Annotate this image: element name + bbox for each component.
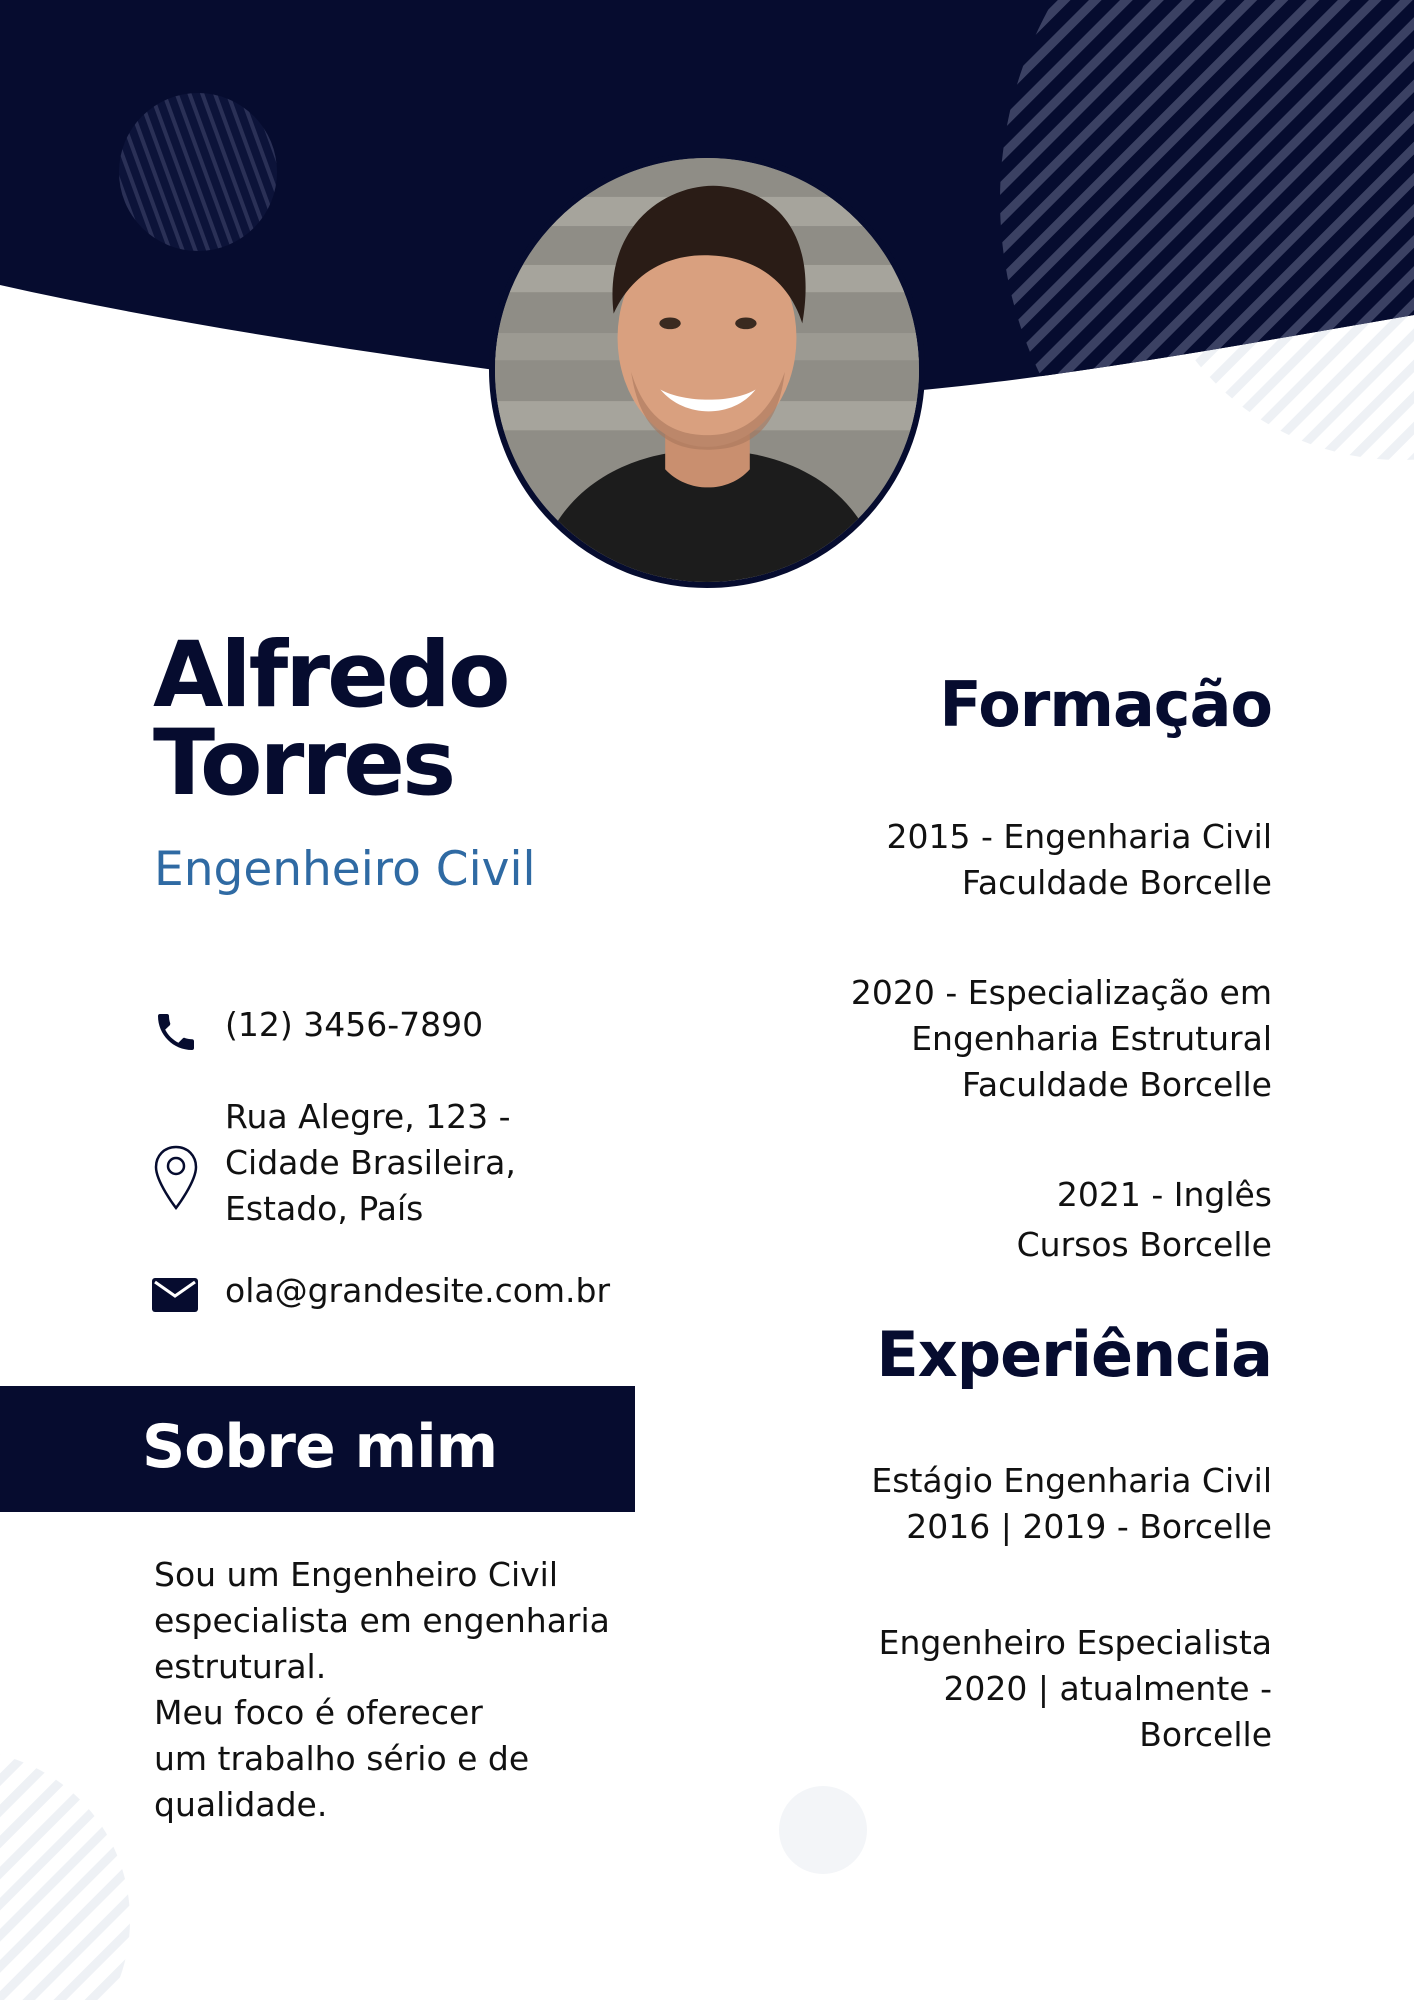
entry-line: Cursos Borcelle (1016, 1225, 1272, 1264)
decor-circle-right-dark (1000, 0, 1414, 600)
experience-entry (712, 1458, 1272, 1550)
about-title: Sobre mim (142, 1412, 498, 1482)
address (225, 1094, 516, 1232)
about-line: um trabalho sério e de (154, 1739, 530, 1778)
about-line: estrutural. (154, 1647, 327, 1686)
experience-title: Experiência (876, 1318, 1272, 1391)
entry-line: 2021 - Inglês (1056, 1175, 1272, 1214)
about-line: Meu foco é oferecer (154, 1693, 483, 1732)
experience-entry (712, 1620, 1272, 1758)
entry-line: 2020 | atualmente - (943, 1669, 1272, 1708)
about-line: especialista em engenharia (154, 1601, 610, 1640)
envelope-icon (152, 1278, 198, 1312)
entry-line: Borcelle (1139, 1715, 1272, 1754)
decor-circle-bottom-mid (779, 1786, 867, 1874)
entry-line: 2016 | 2019 - Borcelle (906, 1507, 1272, 1546)
phone-icon (152, 1008, 200, 1056)
entry-line: 2015 - Engenharia Civil (886, 817, 1272, 856)
decor-circle-small (119, 93, 277, 251)
email-address: ola@grandesite.com.br (225, 1271, 611, 1310)
decor-circle-bottom-left (0, 1750, 130, 2000)
name-line-last: Torres (153, 711, 454, 816)
education-entry (712, 1170, 1272, 1270)
address-line: Rua Alegre, 123 - (225, 1097, 511, 1136)
phone-number: (12) 3456-7890 (225, 1005, 484, 1044)
education-entry (712, 814, 1272, 906)
location-pin-icon (152, 1144, 200, 1212)
name-line-first: Alfredo (153, 623, 508, 728)
entry-line: Engenharia Estrutural (911, 1019, 1272, 1058)
entry-line: 2020 - Especialização em (850, 973, 1272, 1012)
entry-line: Faculdade Borcelle (961, 1065, 1272, 1104)
address-line: Cidade Brasileira, (225, 1143, 516, 1182)
entry-line: Estágio Engenharia Civil (871, 1461, 1272, 1500)
about-text (154, 1552, 634, 1828)
education-entry (712, 970, 1272, 1108)
entry-line: Faculdade Borcelle (961, 863, 1272, 902)
entry-line: Engenheiro Especialista (878, 1623, 1272, 1662)
about-line: Sou um Engenheiro Civil (154, 1555, 559, 1594)
profile-role: Engenheiro Civil (154, 842, 536, 897)
address-line: Estado, País (225, 1189, 424, 1228)
education-title: Formação (939, 668, 1272, 741)
profile-photo (489, 152, 925, 588)
about-line: qualidade. (154, 1785, 328, 1824)
profile-name (153, 623, 713, 816)
